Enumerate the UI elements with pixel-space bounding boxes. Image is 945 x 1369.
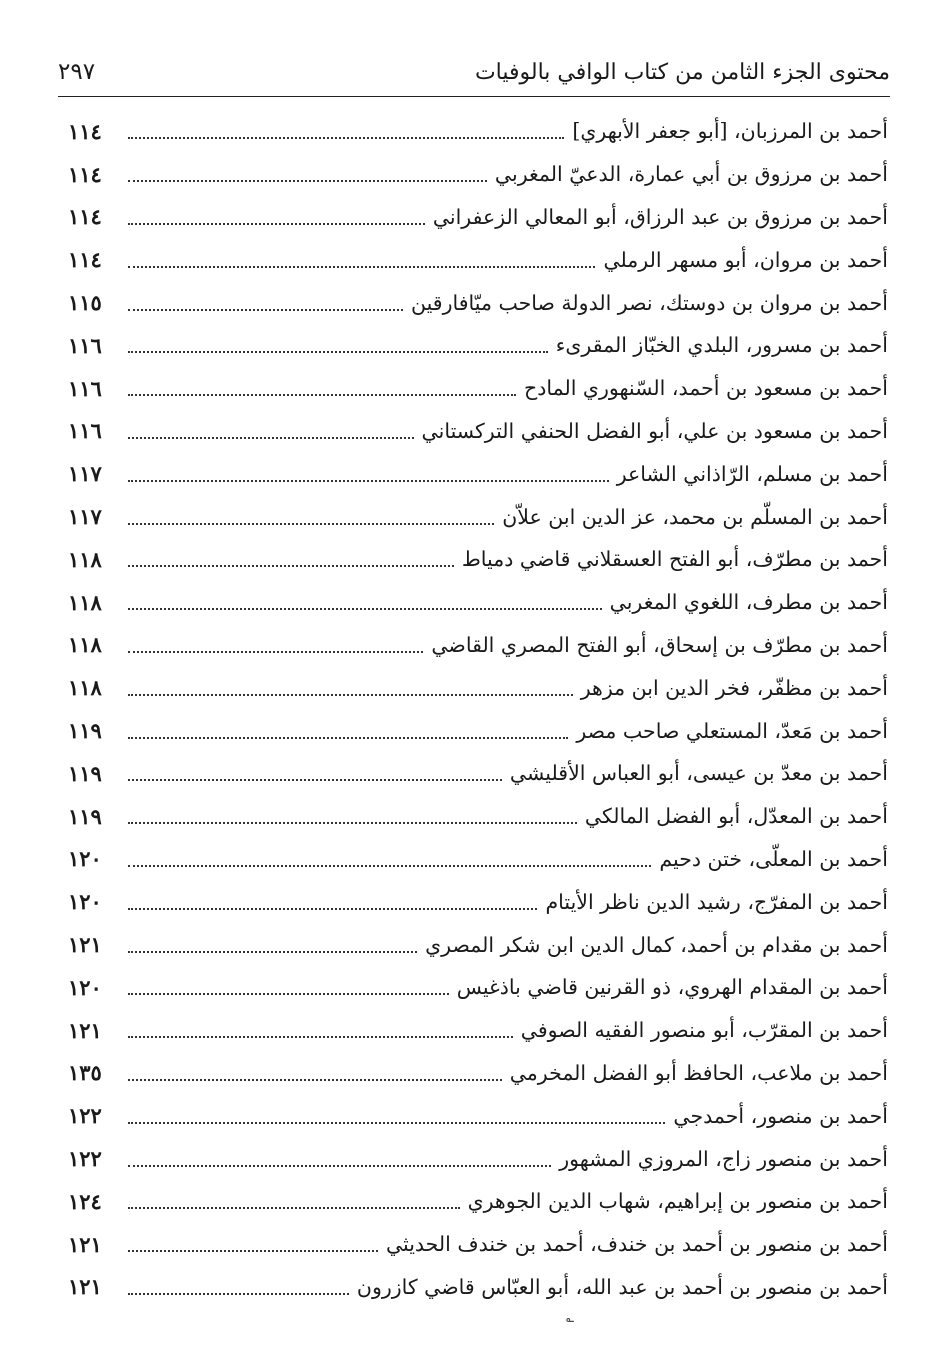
entry-title: أحمد بن المقرّب، أبو منصور الفقيه الصوفي bbox=[520, 1018, 888, 1043]
entry-title: أحمد بن مسعود بن علي، أبو الفضل الحنفي التركستاني bbox=[421, 418, 888, 443]
entry-page-number: ١١٦ bbox=[68, 418, 102, 444]
entry-page-number: ١١٨ bbox=[68, 675, 102, 701]
entry-title: أحمد بن مطرف، اللغوي المغربي bbox=[609, 590, 888, 615]
toc-entry bbox=[68, 1223, 888, 1266]
toc-entry bbox=[68, 1052, 888, 1095]
entry-title: أحمد بن مروان، أبو مسهر الرملي bbox=[603, 247, 888, 272]
entry-page-number: ١١٩ bbox=[68, 760, 102, 786]
entry-title: أحمد بن المرزبان، [أبو جعفر الأبهري] bbox=[572, 119, 888, 144]
dot-leader bbox=[128, 1122, 665, 1124]
dot-leader bbox=[128, 1079, 502, 1081]
toc-entry bbox=[68, 1137, 888, 1180]
entry-page-number: ١٢١ bbox=[68, 1274, 102, 1300]
toc-entry bbox=[68, 966, 888, 1009]
toc-entry bbox=[68, 367, 888, 410]
entry-page-number: ١١٧ bbox=[68, 461, 102, 487]
page-header bbox=[58, 52, 890, 92]
dot-leader bbox=[128, 266, 595, 268]
entry-title: أحمد بن مسرور، البلدي الخبّاز المقرىء bbox=[555, 333, 888, 358]
entry-page-number: ١١٩ bbox=[68, 718, 102, 744]
entry-title: أحمد بن المعلّى، ختن دحيم bbox=[659, 846, 888, 871]
entry-page-number: ١١٤ bbox=[68, 161, 102, 187]
dot-leader bbox=[128, 865, 651, 867]
toc-entry bbox=[68, 153, 888, 196]
entry-title: أحمد بن المفرّج، رشيد الدين ناظر الأيتام bbox=[545, 889, 888, 914]
dot-leader bbox=[128, 951, 417, 953]
toc-entry bbox=[68, 666, 888, 709]
dot-leader bbox=[128, 351, 548, 353]
contents-list bbox=[68, 110, 888, 1308]
dot-leader bbox=[128, 822, 577, 824]
entry-page-number: ١٢٢ bbox=[68, 1146, 102, 1172]
toc-entry bbox=[68, 495, 888, 538]
dot-leader bbox=[128, 565, 454, 567]
entry-page-number: ١١٤ bbox=[68, 247, 102, 273]
entry-page-number: ١٢٤ bbox=[68, 1188, 102, 1214]
entry-title: أحمد بن ملاعب، الحافظ أبو الفضل المخرمي bbox=[509, 1060, 888, 1085]
toc-entry bbox=[68, 752, 888, 795]
dot-leader bbox=[128, 1207, 460, 1209]
entry-page-number: ١٢١ bbox=[68, 1231, 102, 1257]
toc-entry bbox=[68, 838, 888, 881]
entry-page-number: ١١٤ bbox=[68, 118, 102, 144]
toc-entry bbox=[68, 709, 888, 752]
dot-leader bbox=[128, 908, 537, 910]
entry-title: أحمد بن مسعود بن أحمد، السّنهوري المادح bbox=[524, 376, 888, 401]
dot-leader bbox=[128, 523, 494, 525]
entry-page-number: ١٢٢ bbox=[68, 1103, 102, 1129]
dot-leader bbox=[128, 694, 573, 696]
entry-page-number: ١٢٠ bbox=[68, 846, 102, 872]
entry-title: أحمد بن مطرّف بن إسحاق، أبو الفتح المصري القاضي bbox=[431, 632, 888, 657]
entry-page-number: ١١٦ bbox=[68, 332, 102, 358]
printer-mark: ؎ bbox=[566, 1310, 575, 1326]
entry-title: أحمد بن مسلم، الرّاذاني الشاعر bbox=[616, 461, 888, 486]
dot-leader bbox=[128, 779, 502, 781]
dot-leader bbox=[128, 394, 516, 396]
dot-leader bbox=[128, 1293, 349, 1295]
entry-title: أحمد بن معدّ بن عيسى، أبو العباس الأقليشي bbox=[509, 761, 888, 786]
dot-leader bbox=[128, 180, 487, 182]
toc-entry bbox=[68, 1009, 888, 1052]
page-number: ٢٩٧ bbox=[58, 59, 96, 85]
entry-page-number: ١١٦ bbox=[68, 375, 102, 401]
header-rule bbox=[58, 96, 890, 97]
entry-page-number: ١١٩ bbox=[68, 803, 102, 829]
dot-leader bbox=[128, 480, 609, 482]
running-title: محتوى الجزء الثامن من كتاب الوافي بالوفيات bbox=[474, 59, 890, 85]
dot-leader bbox=[128, 223, 425, 225]
entry-title: أحمد بن مرزوق بن عبد الرزاق، أبو المعالي الزعفراني bbox=[432, 204, 888, 229]
toc-entry bbox=[68, 923, 888, 966]
toc-entry bbox=[68, 196, 888, 239]
entry-page-number: ١١٨ bbox=[68, 632, 102, 658]
dot-leader bbox=[128, 1036, 513, 1038]
entry-title: أحمد بن المسلّم بن محمد، عز الدين ابن علاّن bbox=[502, 504, 888, 529]
entry-title: أحمد بن منصور بن أحمد بن عبد الله، أبو العبّاس قاضي كازرون bbox=[356, 1274, 888, 1299]
entry-title: أحمد بن مَعدّ، المستعلي صاحب مصر bbox=[576, 718, 888, 743]
entry-title: أحمد بن المعدّل، أبو الفضل المالكي bbox=[584, 804, 888, 829]
toc-entry bbox=[68, 624, 888, 667]
entry-page-number: ١١٨ bbox=[68, 546, 102, 572]
entry-title: أحمد بن مطرّف، أبو الفتح العسقلاني قاضي دمياط bbox=[461, 547, 888, 572]
dot-leader bbox=[128, 309, 403, 311]
entry-page-number: ١٢٠ bbox=[68, 889, 102, 915]
toc-entry bbox=[68, 238, 888, 281]
entry-title: أحمد بن مروان بن دوستك، نصر الدولة صاحب ميّافارقين bbox=[411, 290, 888, 315]
entry-title: أحمد بن منصور زاج، المروزي المشهور bbox=[559, 1146, 888, 1171]
entry-page-number: ١١٨ bbox=[68, 589, 102, 615]
entry-title: أحمد بن مقدام بن أحمد، كمال الدين ابن شكر المصري bbox=[425, 932, 888, 957]
dot-leader bbox=[128, 651, 423, 653]
toc-entry bbox=[68, 281, 888, 324]
toc-entry bbox=[68, 1094, 888, 1137]
toc-entry bbox=[68, 538, 888, 581]
dot-leader bbox=[128, 737, 568, 739]
entry-title: أحمد بن منصور بن أحمد بن خندف، أحمد بن خندف الحديثي bbox=[385, 1232, 888, 1257]
entry-title: أحمد بن المقدام الهروي، ذو القرنين قاضي باذغيس bbox=[456, 975, 888, 1000]
dot-leader bbox=[128, 608, 602, 610]
toc-entry bbox=[68, 581, 888, 624]
entry-page-number: ١١٧ bbox=[68, 504, 102, 530]
entry-title: أحمد بن منصور بن إبراهيم، شهاب الدين الجوهري bbox=[467, 1189, 888, 1214]
toc-entry bbox=[68, 452, 888, 495]
entry-page-number: ١١٥ bbox=[68, 290, 102, 316]
toc-entry bbox=[68, 795, 888, 838]
entry-page-number: ١٢١ bbox=[68, 1017, 102, 1043]
entry-page-number: ١٣٥ bbox=[68, 1060, 102, 1086]
entry-title: أحمد بن منصور، أحمدجي bbox=[673, 1103, 888, 1128]
dot-leader bbox=[128, 437, 414, 439]
dot-leader bbox=[128, 993, 449, 995]
dot-leader bbox=[128, 1250, 378, 1252]
toc-entry bbox=[68, 1180, 888, 1223]
toc-entry bbox=[68, 1266, 888, 1309]
entry-page-number: ١١٤ bbox=[68, 204, 102, 230]
dot-leader bbox=[128, 137, 564, 139]
toc-entry bbox=[68, 324, 888, 367]
toc-entry bbox=[68, 410, 888, 453]
entry-title: أحمد بن مرزوق بن أبي عمارة، الدعيّ المغربي bbox=[494, 162, 888, 187]
entry-title: أحمد بن مظفّر، فخر الدين ابن مزهر bbox=[580, 675, 888, 700]
toc-entry bbox=[68, 110, 888, 153]
dot-leader bbox=[128, 1165, 551, 1167]
entry-page-number: ١٢٠ bbox=[68, 974, 102, 1000]
toc-entry bbox=[68, 880, 888, 923]
entry-page-number: ١٢١ bbox=[68, 932, 102, 958]
